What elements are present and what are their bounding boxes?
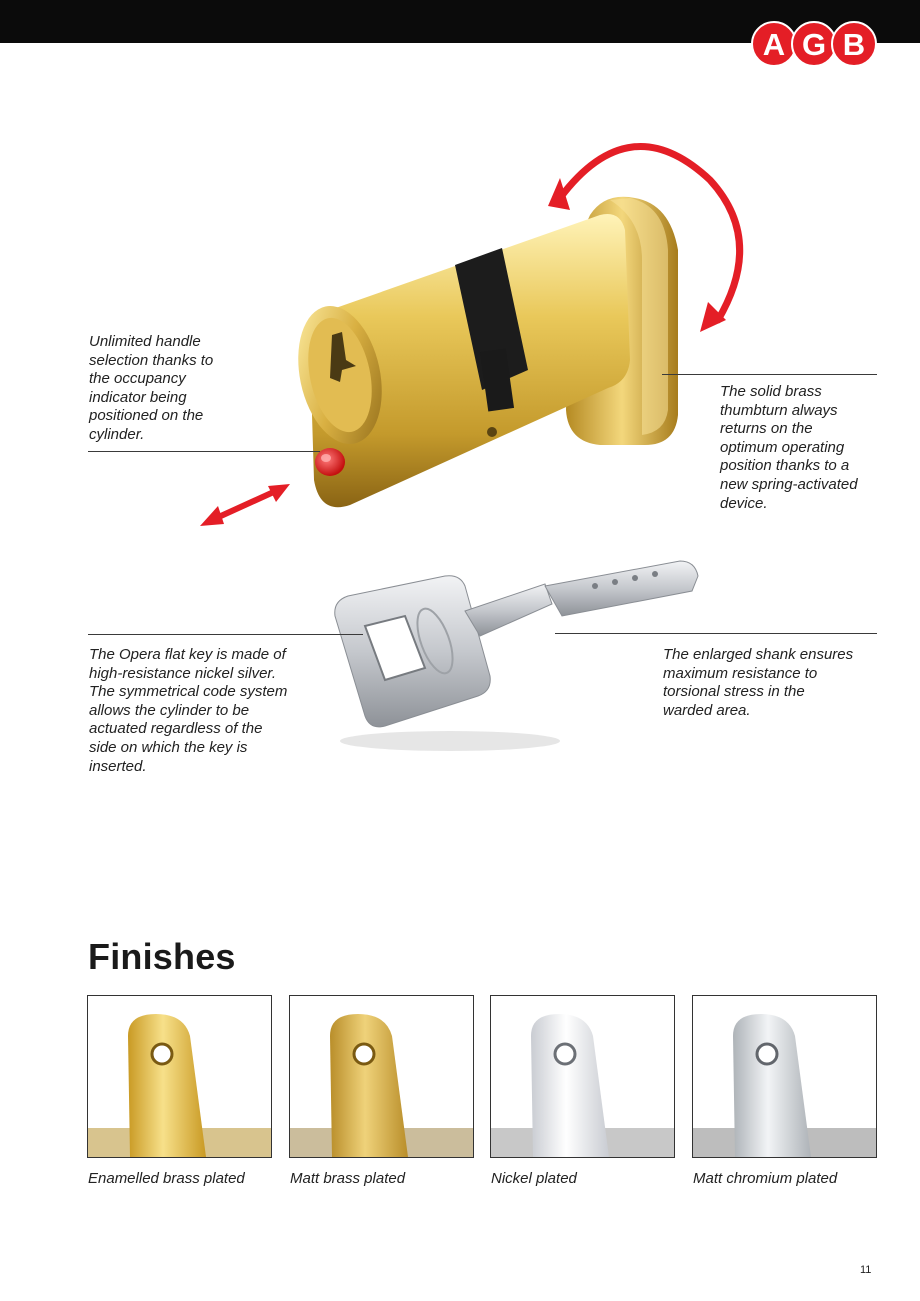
leader-line-key <box>88 634 363 635</box>
finish-label-enamelled-brass: Enamelled brass plated <box>88 1170 245 1187</box>
key-illustration <box>330 556 710 756</box>
leader-line-shank <box>555 633 877 634</box>
finish-label-matt-chromium: Matt chromium plated <box>693 1170 838 1187</box>
callout-handle-selection: Unlimited handle selection thanks to the occupancy indicator being positioned on the cylinder. <box>89 333 214 443</box>
logo-letter-b: B <box>842 27 866 62</box>
finish-swatch-matt-brass <box>289 995 474 1158</box>
callout-thumbturn: The solid brass thumbturn always returns on the optimum operating position thanks to a new spring-activated device. <box>720 383 858 512</box>
finish-label-nickel: Nickel plated <box>491 1170 577 1187</box>
agb-logo <box>750 20 878 68</box>
callout-flat-key: The Opera flat key is made of high-resistance nickel silver. The symmetrical code system allows the cylinder to be actuated regardless of the side on which the key is inserted. <box>89 646 288 775</box>
finish-label-matt-brass: Matt brass plated <box>290 1170 406 1187</box>
double-arrow-icon <box>198 478 294 532</box>
finish-swatch-nickel <box>490 995 675 1158</box>
finishes-heading: Finishes <box>88 936 236 977</box>
finish-swatch-enamelled-brass <box>87 995 272 1158</box>
leader-line-handle <box>88 451 320 452</box>
cylinder-illustration <box>270 120 760 530</box>
logo-letter-a: A <box>762 27 786 62</box>
leader-line-thumbturn <box>662 374 877 375</box>
callout-enlarged-shank: The enlarged shank ensures maximum resistance to torsional stress in the warded area. <box>663 646 854 719</box>
finish-swatch-matt-chromium <box>692 995 877 1158</box>
logo-letter-g: G <box>801 27 827 62</box>
page-number: 11 <box>860 1264 872 1276</box>
